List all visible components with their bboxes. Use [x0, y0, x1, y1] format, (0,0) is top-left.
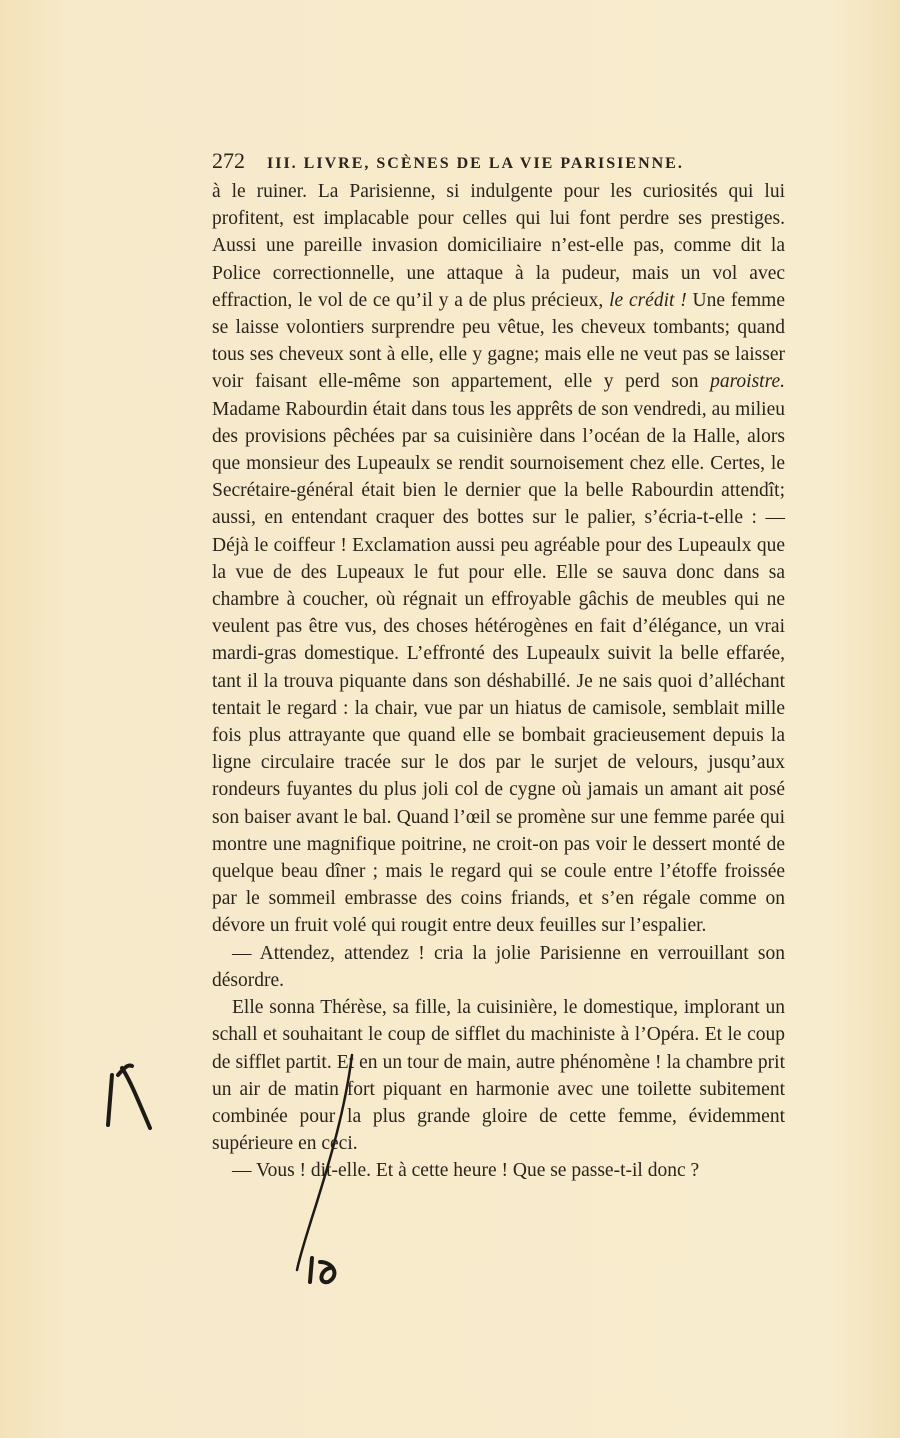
page-header [212, 148, 785, 178]
italic-le-credit: le crédit ! [609, 289, 687, 311]
paragraph-1-text-b: Une femme se laisse volontiers surprendre peu vêtue, les cheveux tombants; quand tous ses cheveux sont à elle, elle y gagne; mais elle ne veut pas se laisser voir faisant elle-même son appartement, elle y perd son [212, 289, 785, 393]
paragraph-1 [212, 178, 785, 940]
margin-mark-left-2 [122, 1068, 150, 1128]
italic-paroistre: paroistre. [710, 371, 785, 393]
margin-mark-left-3 [118, 1065, 132, 1075]
running-head: III. LIVRE, SCÈNES DE LA VIE PARISIENNE. [267, 155, 684, 172]
paragraph-1-text-a: à le ruiner. La Parisienne, si indulgente pour les curiosités qui lui profitent, est implacable pour celles qui lui font perdre ses prestiges. Aussi une pareille invasion domiciliaire n’est-elle pas, comme dit la Police correctionnelle, une attaque à la pudeur, mais un vol avec effraction, le vol de ce qu’il y a de plus précieux, [212, 181, 785, 311]
body-text [212, 178, 785, 1185]
margin-mark-left [108, 1075, 112, 1125]
paragraph-3: Elle sonna Thérèse, sa fille, la cuisinière, le domestique, implorant un schall et souhaitant le coup de sifflet du machiniste à l’Opéra. Et le coup de sifflet partit. Et en un tour de main, autre phénomène ! la chambre prit un air de matin fort piquant en harmonie avec une toilette subitement combinée pour la plus grande gloire de cette femme, évidemment supérieure en ceci. [212, 997, 785, 1155]
paragraph-1-text-c: Madame Rabourdin était dans tous les apprêts de son vendredi, au milieu des provisions pêchées par sa cuisinière dans l’océan de la Halle, alors que monsieur des Lupeaulx se rendit sournoisement chez elle. Certes, le Secrétaire-général était bien le dernier que la belle Rabourdin attendît; aussi, en entendant craquer des bottes sur le palier, s’écria-t-elle : — Déjà le coiffeur ! Exclamation aussi peu agréable pour des Lupeaulx que la vue de des Lupeaux le fut pour elle. Elle se sauva donc dans sa chambre à coucher, où régnait un effroyable gâchis de meubles qui ne veulent pas être vus, des choses hétérogènes en fait d’élégance, un vrai mardi-gras domestique. L’effronté des Lupeaulx suivit la belle effarée, tant il la trouva piquante dans son déshabillé. Je ne sais quoi d’alléchant tentait le regard : la chair, vue par un hiatus de camisole, semblait mille fois plus attrayante que quand elle se bombait gracieusement depuis la ligne circulaire tracée sur le dos par le surjet de velours, jusqu’aux rondeurs fuyantes du plus joli col de cygne où jamais un amant ait posé son baiser avant le bal. Quand l’œil se promène sur une femme parée qui montre une magnifique poitrine, ne croit-on pas voir le dessert monté de quelque beau dîner ; mais le regard qui se coule entre l’étoffe froissée par le sommeil embrasse des coins friands, et s’en régale comme on dévore un fruit volé qui rougit entre deux feuilles sur l’espalier. [212, 398, 785, 937]
page-number: 272 [212, 148, 245, 173]
bottom-mark [310, 1258, 312, 1282]
paragraph-2: — Attendez, attendez ! cria la jolie Parisienne en verrouillant son désordre. [212, 942, 785, 991]
bottom-mark-2 [320, 1262, 334, 1282]
paragraph-4: — Vous ! dit-elle. Et à cette heure ! Que se passe-t-il donc ? [232, 1160, 700, 1182]
